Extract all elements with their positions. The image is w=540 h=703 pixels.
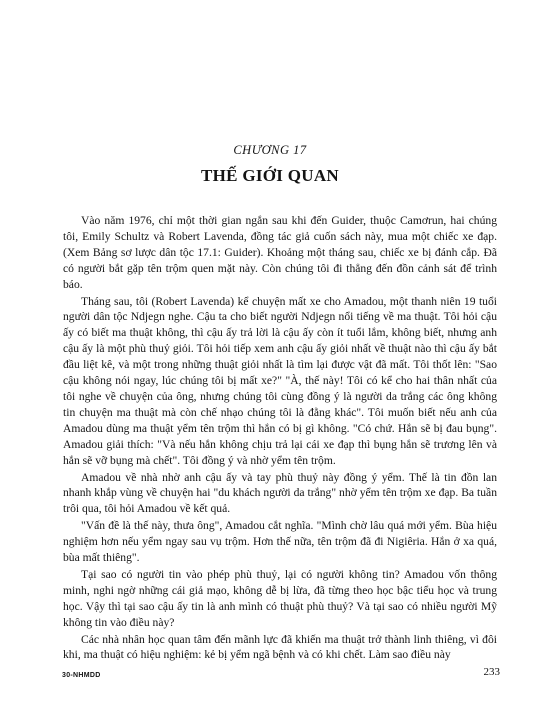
page-number: 233	[483, 666, 500, 678]
chapter-title: THẾ GIỚI QUAN	[200, 166, 340, 185]
paragraph-1: Vào năm 1976, chỉ một thời gian ngắn sau khi đến Guider, thuộc Camơrun, hai chúng tôi, Emily Schultz và Robert Lavenda, đồng tác giả cuốn sách này, mua một chiếc xe đạp. (Xem Bảng sơ lược dân tộc 17.1: Guider). Khoảng một tháng sau, chiếc xe bị đánh cắp. Đã có người bắt gặp tên trộm quen mặt này. Còn chúng tôi đi thẳng đến đồn cảnh sát để trình báo.	[63, 214, 497, 291]
paragraph-6: Các nhà nhân học quan tâm đến mãnh lực đã khiến ma thuật trở thành linh thiêng, vì đôi khi, ma thuật có hiệu nghiệm: kẻ bị yểm ngã bệnh và có khi chết. Làm sao điều này	[63, 632, 497, 662]
body-text	[63, 213, 497, 664]
paragraph-2: Tháng sau, tôi (Robert Lavenda) kể chuyện mất xe cho Amadou, một thanh niên 19 tuổi người dân tộc Ndjegn nghe. Cậu ta cho biết người Ndjegn nổi tiếng về ma thuật. Tôi hỏi cậu ấy có biết ma thuật không, thì cậu ấy trả lời là cậu ấy còn ít tuổi lắm, không biết, nhưng anh cậu ấy là một phù thuỷ giỏi. Tôi hỏi tiếp xem anh cậu ấy giỏi nhất về thuật nào thì cậu ấy bắt đầu liệt kê, và một trong những thuật giỏi nhất là tìm lại được vật đã mất. Tôi thốt lên: "Sao cậu không nói ngay, lúc chúng tôi bị mất xe?" "À, thế này! Tôi có kể cho hai thân nhất của tôi nghe về chuyện của ông, nhưng chúng tôi cùng đồng ý là người da trắng các ông không tin chuyện ma thuật mà còn chế nhạo chúng tôi là đằng khác". Tôi muốn biết nếu anh của Amadou dùng ma thuật yểm tên trộm thì hắn có bị gì không. "Có chứ. Hắn sẽ bị đau bụng". Amadou giải thích: "Và nếu hắn không chịu trả lại cái xe đạp thì bụng hắn sẽ trương lên và hắn sẽ vỡ bụng mà chết". Tôi đồng ý và nhờ yểm tên trộm.	[63, 294, 497, 467]
chapter-label: CHƯƠNG 17	[233, 143, 307, 157]
paragraph-4: "Vấn đề là thế này, thưa ông", Amadou cắt nghĩa. "Mình chờ lâu quá mới yểm. Bùa hiệu nghiệm hơn nếu yểm ngay sau vụ trộm. Hơn thế nữa, tên trộm đã đi Nigiêria. Hắn ở xa quá, bùa mất thiêng".	[63, 519, 497, 565]
printer-signature: 30-NHMDD	[62, 672, 101, 679]
paragraph-5: Tại sao có người tin vào phép phù thuỷ, lại có người không tin? Amadou vốn thông minh, nghi ngờ những cái giả mạo, không dễ bị lừa, đã từng theo học bậc tiểu học và trung học. Vậy thì tại sao cậu ấy tin là anh mình có thuật phù thuỷ? Và tại sao có nhiều người Mỹ không tin vào điều này?	[63, 567, 497, 629]
paragraph-3: Amadou về nhà nhờ anh cậu ấy và tay phù thuỷ này đồng ý yểm. Thế là tin đồn lan nhanh khắp vùng về chuyện hai "du khách người da trắng" nhờ yểm tên trộm xe đạp. Ba tuần trôi qua, tôi hỏi Amadou về kết quả.	[63, 470, 497, 516]
